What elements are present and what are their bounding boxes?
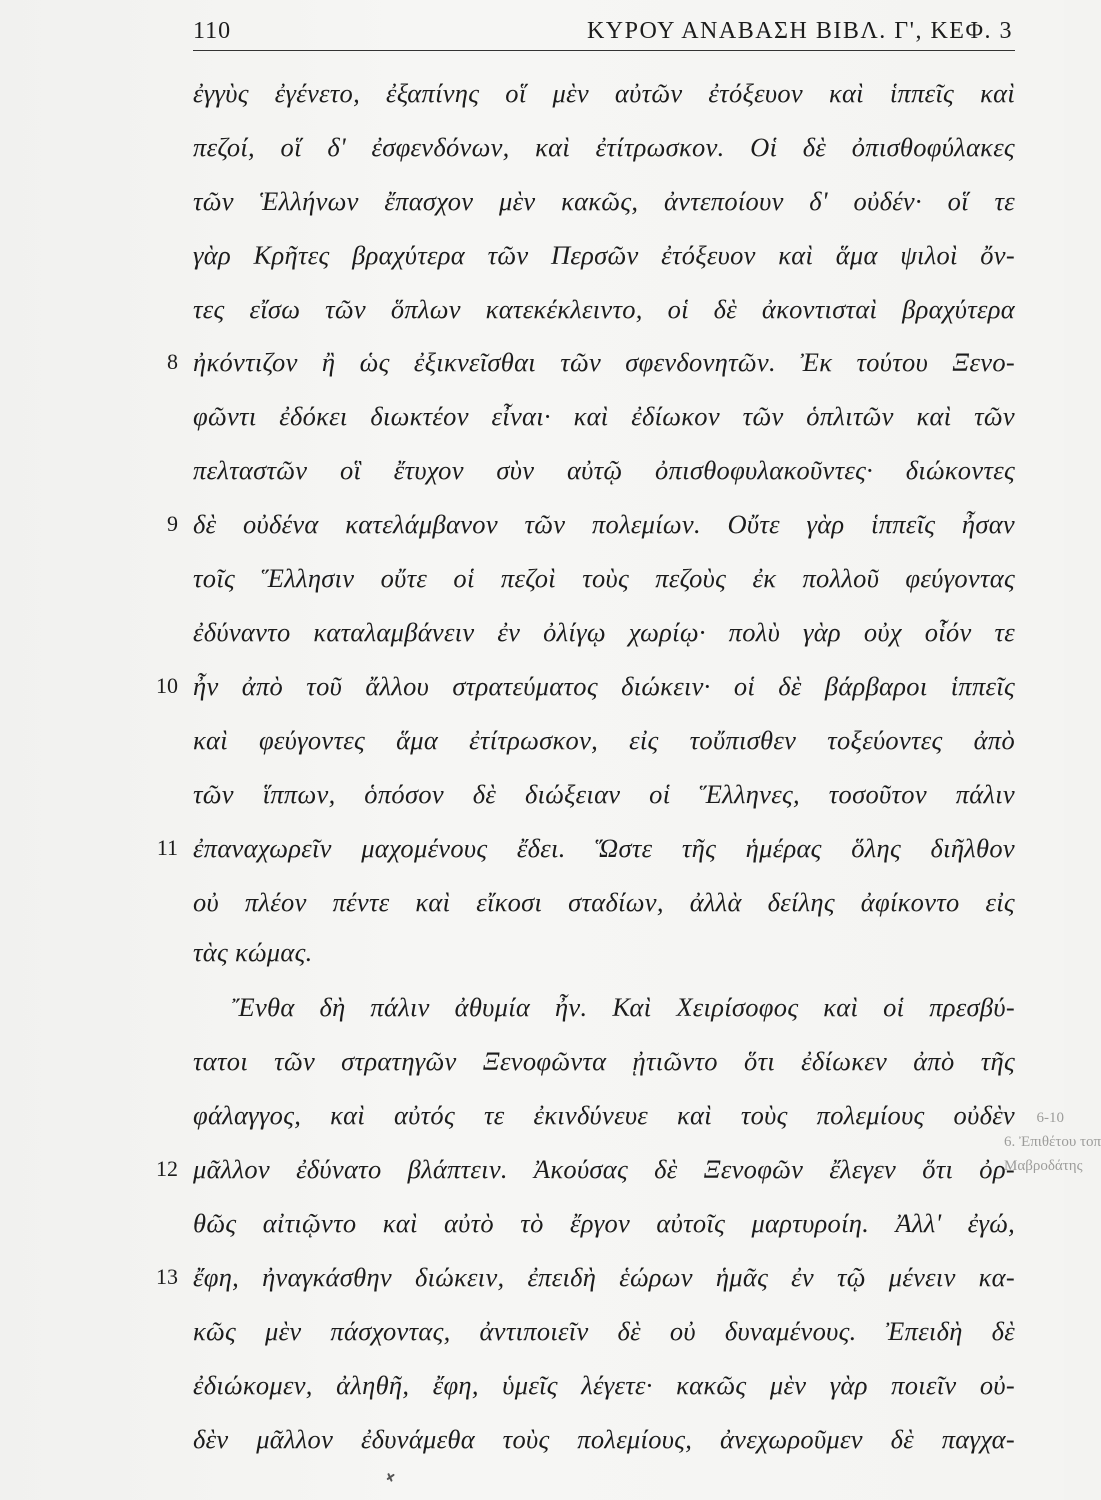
text-line: ἔφη, ἠναγκάσθην διώκειν, ἐπειδὴ ἑώρων ἡμᾶς ἐν τῷ μένειν κα- bbox=[193, 1262, 1015, 1292]
text-line: τατοι τῶν στρατηγῶν Ξενοφῶντα ᾐτιῶντο ὅτι ἐδίωκεν ἀπὸ τῆς bbox=[193, 1046, 1015, 1076]
text-line: δὲ οὐδένα κατελάμβανον τῶν πολεμίων. Οὔτε γὰρ ἱππεῖς ἦσαν bbox=[193, 509, 1015, 539]
text-line: πεζοί, οἵ δ' ἐσφενδόνων, καὶ ἐτίτρωσκον. Οἱ δὲ ὀπισθοφύλακες bbox=[193, 132, 1015, 162]
text-line: τοῖς Ἕλλησιν οὔτε οἱ πεζοὶ τοὺς πεζοὺς ἐκ πολλοῦ φεύγοντας bbox=[193, 563, 1015, 593]
text-line: ἐπαναχωρεῖν μαχομένους ἔδει. Ὥστε τῆς ἡμέρας ὅλης διῆλθον bbox=[193, 833, 1015, 863]
section-number: 12 bbox=[156, 1156, 178, 1181]
page-number: 110 bbox=[193, 18, 232, 44]
text-line: φάλαγγος, καὶ αὐτός τε ἐκινδύνευε καὶ τοὺς πολεμίους οὐδὲν bbox=[193, 1100, 1015, 1130]
text-line: κῶς μὲν πάσχοντας, ἀντιποιεῖν δὲ οὐ δυναμένους. Ἐπειδὴ δὲ bbox=[193, 1316, 1015, 1346]
text-line: μᾶλλον ἐδύνατο βλάπτειν. Ἀκούσας δὲ Ξενοφῶν ἔλεγεν ὅτι ὀρ- bbox=[193, 1154, 1015, 1184]
text-line: δὲν μᾶλλον ἐδυνάμεθα τοὺς πολεμίους, ἀνεχωροῦμεν δὲ παγχα- bbox=[193, 1424, 1015, 1454]
text-line: τὰς κώμας. bbox=[193, 937, 313, 967]
running-title: ΚΥΡΟΥ ΑΝΑΒΑΣΗ ΒΙΒΛ. Γ', ΚΕΦ. 3 bbox=[586, 18, 1013, 44]
text-line: τῶν Ἑλλήνων ἔπασχον μὲν κακῶς, ἀντεποίουν δ' οὐδέν· οἵ τε bbox=[193, 186, 1015, 216]
text-line: καὶ φεύγοντες ἅμα ἐτίτρωσκον, εἰς τοὔπισθεν τοξεύοντες ἀπὸ bbox=[193, 725, 1015, 755]
text-line: ἦν ἀπὸ τοῦ ἄλλου στρατεύματος διώκειν· οἱ δὲ βάρβαροι ἱππεῖς bbox=[193, 671, 1015, 701]
text-line: ἠκόντιζον ἢ ὡς ἐξικνεῖσθαι τῶν σφενδονητῶν. Ἐκ τούτου Ξενο- bbox=[193, 347, 1015, 377]
text-line: ἐδιώκομεν, ἀληθῆ, ἔφη, ὑμεῖς λέγετε· κακῶς μὲν γὰρ ποιεῖν οὐ- bbox=[193, 1370, 1015, 1400]
bleed-through-text: 6-10 bbox=[1036, 1110, 1064, 1126]
section-number: 10 bbox=[156, 673, 178, 698]
text-line: πελταστῶν οἳ ἔτυχον σὺν αὐτῷ ὀπισθοφυλακοῦντες· διώκοντες bbox=[193, 455, 1015, 485]
text-line: θῶς αἰτιῷντο καὶ αὐτὸ τὸ ἔργον αὐτοῖς μαρτυροίη. Ἀλλ' ἐγώ, bbox=[193, 1208, 1015, 1238]
text-line: οὐ πλέον πέντε καὶ εἴκοσι σταδίων, ἀλλὰ δείλης ἀφίκοντο εἰς bbox=[193, 887, 1015, 917]
section-number: 8 bbox=[167, 349, 178, 374]
text-line: τες εἴσω τῶν ὅπλων κατεκέκλειντο, οἱ δὲ ἀκοντισταὶ βραχύτερα bbox=[193, 294, 1015, 324]
bleed-through-text: 6. Ἐπιθέτου τοπ bbox=[1004, 1134, 1101, 1150]
section-number: 13 bbox=[156, 1264, 178, 1289]
paper-speck-mark bbox=[383, 1470, 397, 1484]
text-line: φῶντι ἐδόκει διωκτέον εἶναι· καὶ ἐδίωκον τῶν ὁπλιτῶν καὶ τῶν bbox=[193, 401, 1015, 431]
section-number: 9 bbox=[167, 511, 178, 536]
bleed-through-text: Μαβροδάτης bbox=[1004, 1158, 1083, 1174]
text-line: Ἔνθα δὴ πάλιν ἀθυμία ἦν. Καὶ Χειρίσοφος καὶ οἱ πρεσβύ- bbox=[232, 992, 1015, 1022]
text-line: γὰρ Κρῆτες βραχύτερα τῶν Περσῶν ἐτόξευον καὶ ἅμα ψιλοὶ ὄν- bbox=[193, 240, 1015, 270]
text-line: ἐδύναντο καταλαμβάνειν ἐν ὀλίγῳ χωρίῳ· πολὺ γὰρ οὐχ οἷόν τε bbox=[193, 617, 1015, 647]
text-line: ἐγγὺς ἐγένετο, ἐξαπίνης οἵ μὲν αὐτῶν ἐτόξευον καὶ ἱππεῖς καὶ bbox=[193, 78, 1015, 108]
text-line: τῶν ἵππων, ὁπόσον δὲ διώξειαν οἱ Ἕλληνες, τοσοῦτον πάλιν bbox=[193, 779, 1015, 809]
section-number: 11 bbox=[156, 835, 178, 860]
